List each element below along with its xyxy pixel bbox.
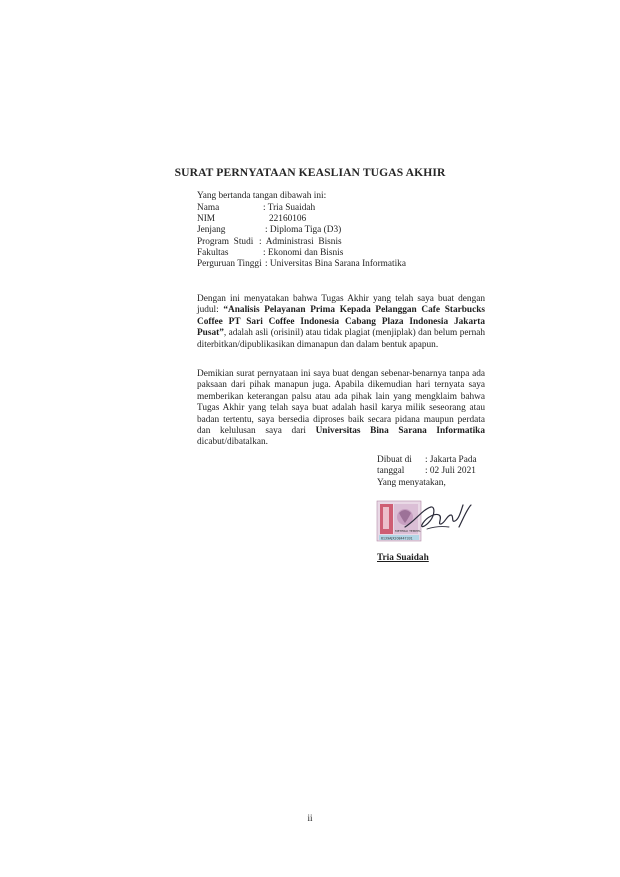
- identity-row: [197, 214, 497, 225]
- identity-label: Perguruan Tinggi: [197, 258, 262, 269]
- identity-label: NIM: [197, 214, 216, 225]
- identity-row: [197, 203, 497, 214]
- closing-row: [377, 478, 497, 489]
- signer-name: Tria Suaidah: [377, 553, 429, 563]
- date-label: tanggal: [377, 466, 405, 477]
- statement-tail: , adalah asli (orisinil) atau tidak plagiat (menjiplak) dan belum pernah diterbitkan/dipublikasikan dimanapun dan dalam bentuk apapun.: [197, 328, 485, 350]
- identity-row: [197, 259, 497, 270]
- document-title: SURAT PERNYATAAN KEASLIAN TUGAS AKHIR: [174, 166, 446, 179]
- materai-stamp-icon: [375, 497, 475, 547]
- statement-paragraph: [197, 294, 485, 351]
- statement-lead: Dengan ini menyatakan bahwa Tugas Akhir yang telah saya buat dengan judul:: [197, 294, 485, 316]
- closing-text: Yang menyatakan,: [377, 477, 446, 488]
- identity-row: [197, 225, 497, 236]
- signature-block: [377, 455, 497, 489]
- identity-value: : Tria Suaidah: [263, 203, 316, 213]
- declaration-lead: Demikian surat pernyataan ini saya buat dengan sebenar-benarnya tanpa ada paksaan dari pihak manapun juga. Apabila dikemudian hari ternyata saya memberikan keterangan palsu atau ada pihak lain yang mengklaim bahwa Tugas Akhir yang telah saya buat adalah hasil karya milik seseorang atau badan tertentu, saya bersedia diproses baik secara pidana maupun perdata dan kelulusan saya dari: [197, 369, 485, 437]
- declaration-paragraph: [197, 369, 485, 449]
- identity-value: 22160106: [269, 214, 307, 225]
- stamp-serial: 6139AJX208447331: [381, 536, 413, 541]
- made-at-label: Dibuat di: [377, 455, 412, 465]
- intro-line: Yang bertanda tangan dibawah ini:: [197, 191, 327, 201]
- date-value: : 02 Juli 2021: [425, 466, 476, 477]
- made-at-value: : Jakarta Pada: [425, 455, 477, 465]
- page-number: ii: [307, 813, 313, 823]
- identity-label: Fakultas: [197, 247, 229, 258]
- university-name: Universitas Bina Sarana Informatika: [315, 426, 485, 437]
- identity-label: Program Studi: [197, 236, 254, 247]
- date-row: [377, 466, 497, 477]
- identity-value: : Ekonomi dan Bisnis: [263, 247, 344, 258]
- identity-value: : Diploma Tiga (D3): [265, 225, 342, 236]
- identity-value: : Universitas Bina Sarana Informatika: [265, 258, 406, 269]
- identity-row: [197, 237, 497, 248]
- identity-label: Nama: [197, 203, 220, 213]
- made-at-row: [377, 455, 497, 466]
- identity-value: : Administrasi Bisnis: [259, 236, 342, 247]
- stamp-text: METERAI TEMPEL: [395, 529, 421, 533]
- declaration-tail: dicabut/dibatalkan.: [197, 437, 268, 448]
- identity-row: [197, 248, 497, 259]
- identity-block: [197, 203, 497, 270]
- thesis-title: “Analisis Pelayanan Prima Kepada Pelanggan Cafe Starbucks Coffee PT Sari Coffee Indonesia Cabang Plaza Indonesia Jakarta Pusat”: [197, 305, 485, 339]
- identity-label: Jenjang: [197, 225, 226, 236]
